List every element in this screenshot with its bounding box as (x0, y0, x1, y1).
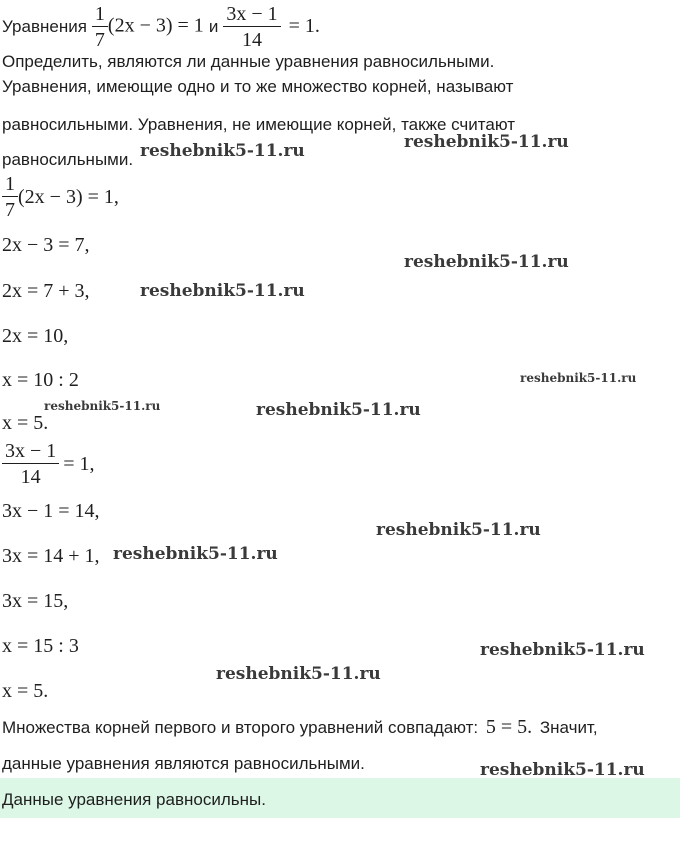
solution1-step: 2x = 7 + 3, (2, 280, 90, 302)
answer-text: Данные уравнения равносильны. (2, 790, 266, 809)
watermark: reshebnik5-11.ru (520, 371, 637, 385)
solution2-fraction-numerator: 3x − 1 (2, 441, 59, 464)
solution1-step: 2x − 3 = 7, (2, 234, 90, 256)
watermark: reshebnik5-11.ru (140, 141, 305, 161)
task-fraction-2 (223, 4, 280, 50)
solution1-fraction-denominator: 7 (5, 199, 15, 221)
solution2-fraction-denominator: 14 (20, 466, 41, 488)
conclusion-line-2: данные уравнения являются равносильными. (2, 754, 365, 773)
task-fraction-2-numerator: 3x − 1 (223, 4, 280, 27)
solution1-start (2, 174, 119, 220)
task-equation-2 (223, 4, 320, 50)
solution2-start (2, 440, 95, 488)
watermark: reshebnik5-11.ru (404, 252, 569, 272)
watermark: reshebnik5-11.ru (256, 400, 421, 420)
watermark: reshebnik5-11.ru (404, 132, 569, 152)
task-statement (2, 5, 320, 49)
solution2-fraction (2, 441, 59, 487)
task-equation-1 (92, 4, 204, 50)
conclusion-text: Множества корней первого и второго уравнений совпадают: (2, 718, 479, 737)
task-equation-1-tail: (2x − 3) = 1 (107, 14, 204, 37)
task-equation-2-tail: = 1. (288, 14, 320, 37)
watermark: reshebnik5-11.ru (44, 399, 161, 413)
conclusion-math: 5 = 5. (485, 716, 533, 738)
solution1-result: x = 5. (2, 412, 49, 434)
watermark: reshebnik5-11.ru (376, 520, 541, 540)
task-fraction-1-numerator: 1 (92, 4, 108, 27)
solution2-step: 3x = 14 + 1, (2, 545, 100, 567)
watermark: reshebnik5-11.ru (140, 281, 305, 301)
task-fraction-2-denominator: 14 (241, 29, 262, 51)
conclusion-text-end: Значит, (539, 718, 598, 737)
conclusion-line-1 (2, 716, 598, 739)
watermark: reshebnik5-11.ru (480, 640, 645, 660)
solution1-fraction-numerator: 1 (2, 174, 18, 197)
solution2-step: 3x = 15, (2, 590, 69, 612)
watermark: reshebnik5-11.ru (216, 664, 381, 684)
task-label: Уравнения (2, 17, 87, 36)
definition-line-3: равносильными. (2, 150, 134, 169)
task-conjunction: и (208, 17, 219, 36)
task-instruction: Определить, являются ли данные уравнения равносильными. (2, 52, 495, 71)
solution2-result: x = 5. (2, 680, 49, 702)
solution1-fraction (2, 174, 18, 220)
solution2-start-tail: = 1, (63, 452, 95, 475)
task-fraction-1-denominator: 7 (94, 29, 105, 51)
solution1-start-tail: (2x − 3) = 1, (18, 185, 119, 208)
solution1-step: 2x = 10, (2, 325, 69, 347)
definition-line-2: равносильными. Уравнения, не имеющие корней, также считают (2, 115, 515, 134)
task-fraction-1 (92, 4, 108, 50)
definition-line-1: Уравнения, имеющие одно и то же множество корней, называют (2, 77, 514, 96)
watermark: reshebnik5-11.ru (480, 760, 645, 780)
answer-box (0, 778, 680, 818)
watermark: reshebnik5-11.ru (113, 544, 278, 564)
solution2-step: 3x − 1 = 14, (2, 500, 100, 522)
solution1-step: x = 10 : 2 (2, 369, 79, 391)
solution2-step: x = 15 : 3 (2, 635, 79, 657)
